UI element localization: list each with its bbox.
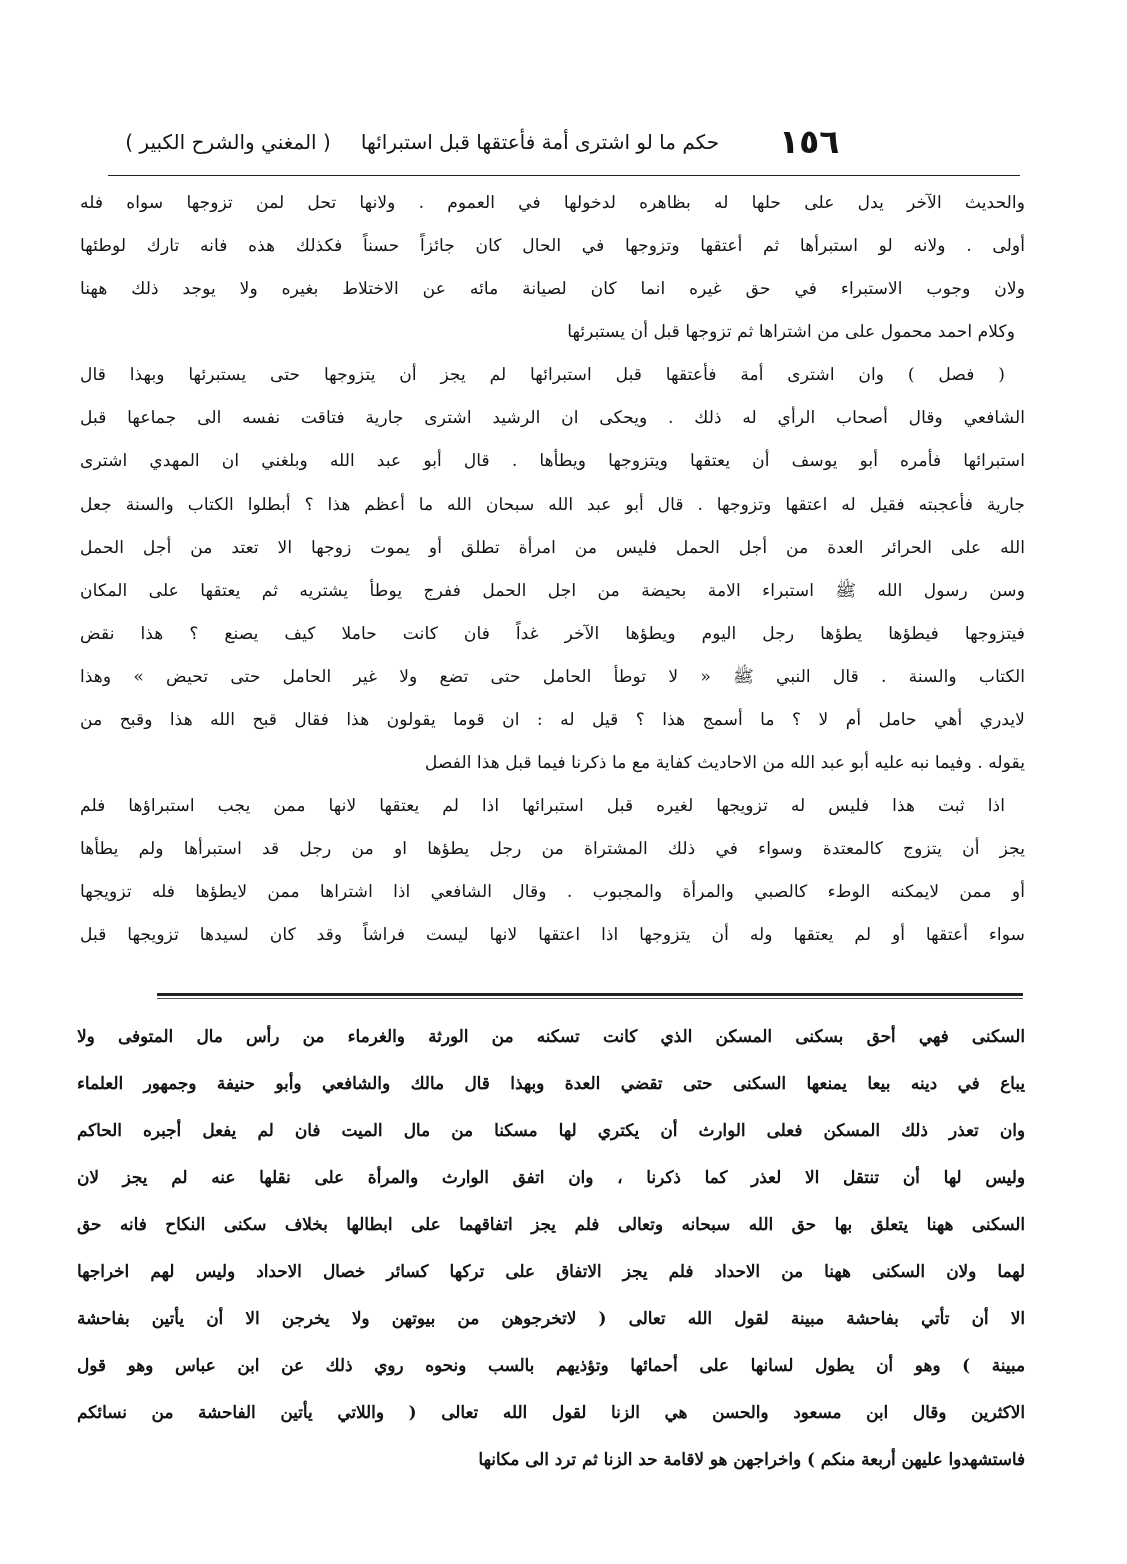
text-line: أو ممن لايمكنه الوطء كالصبي والمرأة والمجبوب . وقال الشافعي اذا اشتراها ممن لايطؤها فله تزويجها [80,882,1025,902]
footnote-separator-thin [157,998,1023,999]
footnote-separator [157,993,1023,996]
text-line: يقوله . وفيما نبه عليه أبو عبد الله من الاحاديث كفاية مع ما ذكرنا فيما قبل هذا الفصل [424,753,1025,773]
footnote-line: يباع في دينه بيعا يمنعها السكنى حتى تقضي العدة وبهذا قال مالك والشافعي وأبو حنيفة وجمهور العلماء [77,1073,1025,1093]
footnote-line: فاستشهدوا عليهن أربعة منكم ) واخراجهن هو لاقامة حد الزنا ثم ترد الى مكانها [478,1449,1025,1469]
text-line: وسن رسول الله ﷺ استبراء الامة بحيضة من اجل الحمل ففرج يوطأ يشتريه ثم يعتقها على المكان [80,581,1025,601]
text-line: سواء أعتقها أو لم يعتقها وله أن يتزوجها اذا اعتقها لانها ليست فراشاً وقد كان لسيدها تزويجها قبل [80,925,1025,945]
text-line: الشافعي وقال أصحاب الرأي له ذلك . ويحكى ان الرشيد اشترى جارية فتاقت نفسه الى جماعها قبل [80,408,1025,428]
text-line: يجز أن يتزوج كالمعتدة وسواء في ذلك المشتراة من رجل يطؤها او من رجل قد استبرأها ولم يطأها [80,839,1025,859]
footnote-line: الاكثرين وقال ابن مسعود والحسن هي الزنا لقول الله تعالى ( واللاتي يأتين الفاحشة من نسائكم [77,1402,1025,1422]
header-rule [108,175,1020,176]
text-line: الكتاب والسنة . قال النبي ﷺ « لا توطأ الحامل حتى تضع ولا غير الحامل حتى تحيض » وهذا [80,667,1025,687]
footnote-line: وليس لها أن تنتقل الا لعذر كما ذكرنا ، وان اتفق الوارث والمرأة على نقلها عنه لم يجز لان [77,1167,1025,1187]
footnote-line: السكنى فهي أحق بسكنى المسكن الذي كانت تسكنه من الورثة والغرماء من رأس مال المتوفى ولا [77,1026,1025,1046]
footnote-line: السكنى ههنا يتعلق بها حق الله سبحانه وتعالى فلم يجز اتفاقهما على ابطالها بخلاف سكنى النكاح فانه حق [77,1214,1025,1234]
text-line: ولان وجوب الاستبراء في حق غيره انما كان لصيانة مائه عن الاختلاط بغيره ولا يوجد ذلك ههنا [80,279,1025,299]
footnote-line: لهما ولان السكنى ههنا من الاحداد فلم يجز الاتفاق على تركها كسائر خصال الاحداد وليس لهم اخراجها [77,1261,1025,1281]
text-line: والحديث الآخر يدل على حلها له بظاهره لدخولها في العموم . ولانها تحل لمن تزوجها سواه فله [80,193,1025,213]
footnote-line: الا أن تأتي بفاحشة مبينة لقول الله تعالى ( لاتخرجوهن من بيوتهن ولا يخرجن الا أن يأتين بفاحشة [77,1308,1025,1328]
text-line: الله على الحرائر العدة من أجل الحمل فليس من امرأة تطلق أو يموت زوجها الا تعتد من أجل الحمل [80,538,1025,558]
text-line: استبرائها فأمره أبو يوسف أن يعتقها ويتزوجها ويطأها . قال أبو عبد الله وبلغني ان المهدي اشترى [80,451,1025,471]
footnote-line: مبينة ) وهو أن يطول لسانها على أحمائها وتؤذيهم بالسب ونحوه روي ذلك عن ابن عباس وهو قول [77,1355,1025,1375]
text-line: وكلام احمد محمول على من اشتراها ثم تزوجها قبل أن يستبرئها [567,322,1015,342]
text-line: ( فصل ) وان اشترى أمة فأعتقها قبل استبرائها لم يجز أن يتزوجها حتى يستبرئها وبهذا قال [80,365,1005,385]
text-line: فيتزوجها فيطؤها يطؤها رجل اليوم ويطؤها الآخر غداً فان كانت حاملا كيف يصنع ؟ هذا نقض [80,624,1025,644]
book-title: ( المغني والشرح الكبير ) [125,130,331,154]
text-line: اذا ثبت هذا فليس له تزويجها لغيره قبل استبرائها اذا لم يعتقها لانها ممن يجب استبراؤها فلم [80,796,1005,816]
footnote-line: وان تعذر ذلك المسكن فعلى الوارث أن يكتري لها مسكنا من مال الميت فان لم يفعل أجبره الحاكم [77,1120,1025,1140]
text-line: جارية فأعجبته فقيل له اعتقها وتزوجها . قال أبو عبد الله سبحان الله ما أعظم هذا ؟ أبطلوا الكتاب والسنة جعل [80,495,1025,515]
page-number: ١٥٦ [779,122,840,161]
running-title: حكم ما لو اشترى أمة فأعتقها قبل استبرائها [360,130,720,154]
text-line: أولى . ولانه لو استبرأها ثم أعتقها وتزوجها في الحال كان جائزاً حسناً فكذلك هذه فانه تارك لوطئها [80,236,1025,256]
text-line: لايدري أهي حامل أم لا ؟ ما أسمج هذا ؟ قيل له : ان قوما يقولون هذا فقال قبح الله هذا وقبح من [80,710,1025,730]
